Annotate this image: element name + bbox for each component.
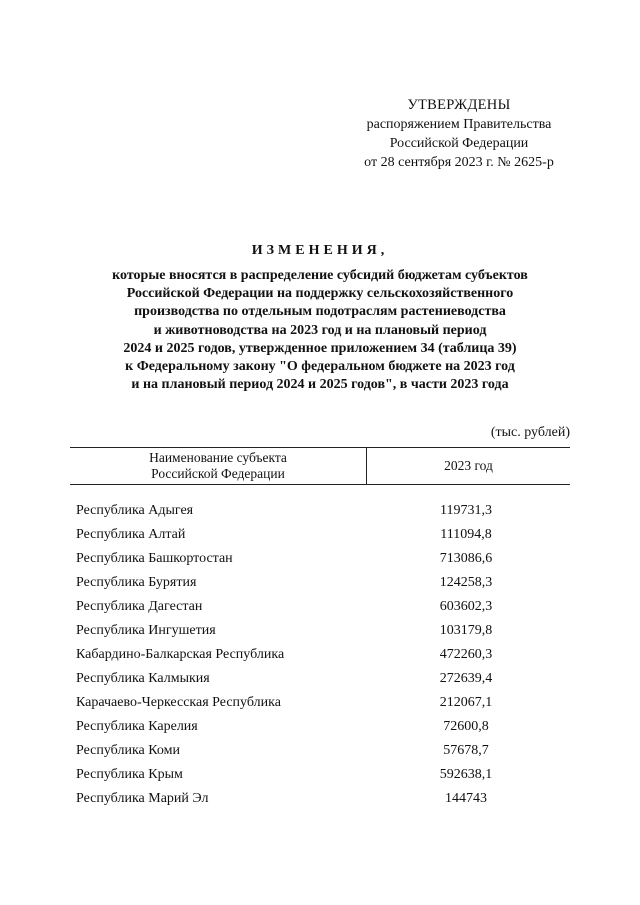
row-name: Кабардино-Балкарская Республика — [76, 647, 285, 662]
approval-authority: распоряжением Правительства — [366, 117, 552, 132]
row-name: Республика Марий Эл — [76, 791, 209, 806]
approval-stamp — [330, 96, 588, 172]
approval-country: Российской Федерации — [389, 136, 529, 151]
row-value: 272639,4 — [439, 671, 493, 686]
table-row — [76, 715, 570, 739]
row-name: Республика Ингушетия — [76, 623, 216, 638]
table-row — [76, 547, 570, 571]
row-name: Республика Башкортостан — [76, 551, 233, 566]
row-value: 72600,8 — [443, 719, 489, 734]
table-header — [70, 447, 570, 485]
table-row — [76, 691, 570, 715]
row-name: Республика Крым — [76, 767, 183, 782]
table-row — [76, 595, 570, 619]
row-value: 119731,3 — [440, 503, 492, 518]
row-name: Республика Адыгея — [76, 503, 194, 518]
table-row — [76, 523, 570, 547]
row-value: 592638,1 — [439, 767, 493, 782]
table-row — [76, 667, 570, 691]
units-note: (тыс. рублей) — [490, 425, 570, 440]
row-value: 124258,3 — [439, 575, 493, 590]
table-row — [76, 763, 570, 787]
document-title: ИЗМЕНЕНИЯ, — [251, 243, 389, 258]
approval-date: от 28 сентября 2023 г. № 2625-р — [364, 155, 554, 170]
document-subtitle-text: которые вносятся в распределение субсидий бюджетам субъектов Российской Федерации на поддержку сельскохозяйственного производства по отдельным подотраслям растениеводства и животноводства на 2023 год и на плановый период 2024 и 2025 годов, утвержденное приложением 34 (таблица 39) к Федеральному закону "О федеральном бюджете на 2023 год и на плановый период 2024 и 2025 годов", в части 2023 года — [112, 268, 528, 393]
row-value: 103179,8 — [439, 623, 493, 638]
document-subtitle — [60, 267, 580, 394]
table-row — [76, 619, 570, 643]
header-subject-name: Наименование субъекта Российской Федерации — [70, 448, 367, 484]
row-name: Республика Дагестан — [76, 599, 203, 614]
row-name: Республика Бурятия — [76, 575, 197, 590]
row-name: Республика Калмыкия — [76, 671, 210, 686]
row-value: 603602,3 — [439, 599, 493, 614]
row-name: Республика Коми — [76, 743, 180, 758]
row-value: 472260,3 — [439, 647, 493, 662]
row-name: Республика Карелия — [76, 719, 198, 734]
row-value: 212067,1 — [439, 695, 493, 710]
table-row — [76, 499, 570, 523]
row-value: 111094,8 — [440, 527, 492, 542]
approval-title: УТВЕРЖДЕНЫ — [407, 97, 511, 113]
row-value: 713086,6 — [439, 551, 493, 566]
table-row — [76, 571, 570, 595]
row-value: 57678,7 — [443, 743, 489, 758]
header-year: 2023 год — [444, 458, 493, 473]
table-row — [76, 643, 570, 667]
row-value: 144743 — [445, 791, 487, 806]
table-row — [76, 787, 570, 811]
table-body — [76, 499, 570, 811]
row-name: Карачаево-Черкесская Республика — [76, 695, 281, 710]
table-row — [76, 739, 570, 763]
row-name: Республика Алтай — [76, 527, 186, 542]
